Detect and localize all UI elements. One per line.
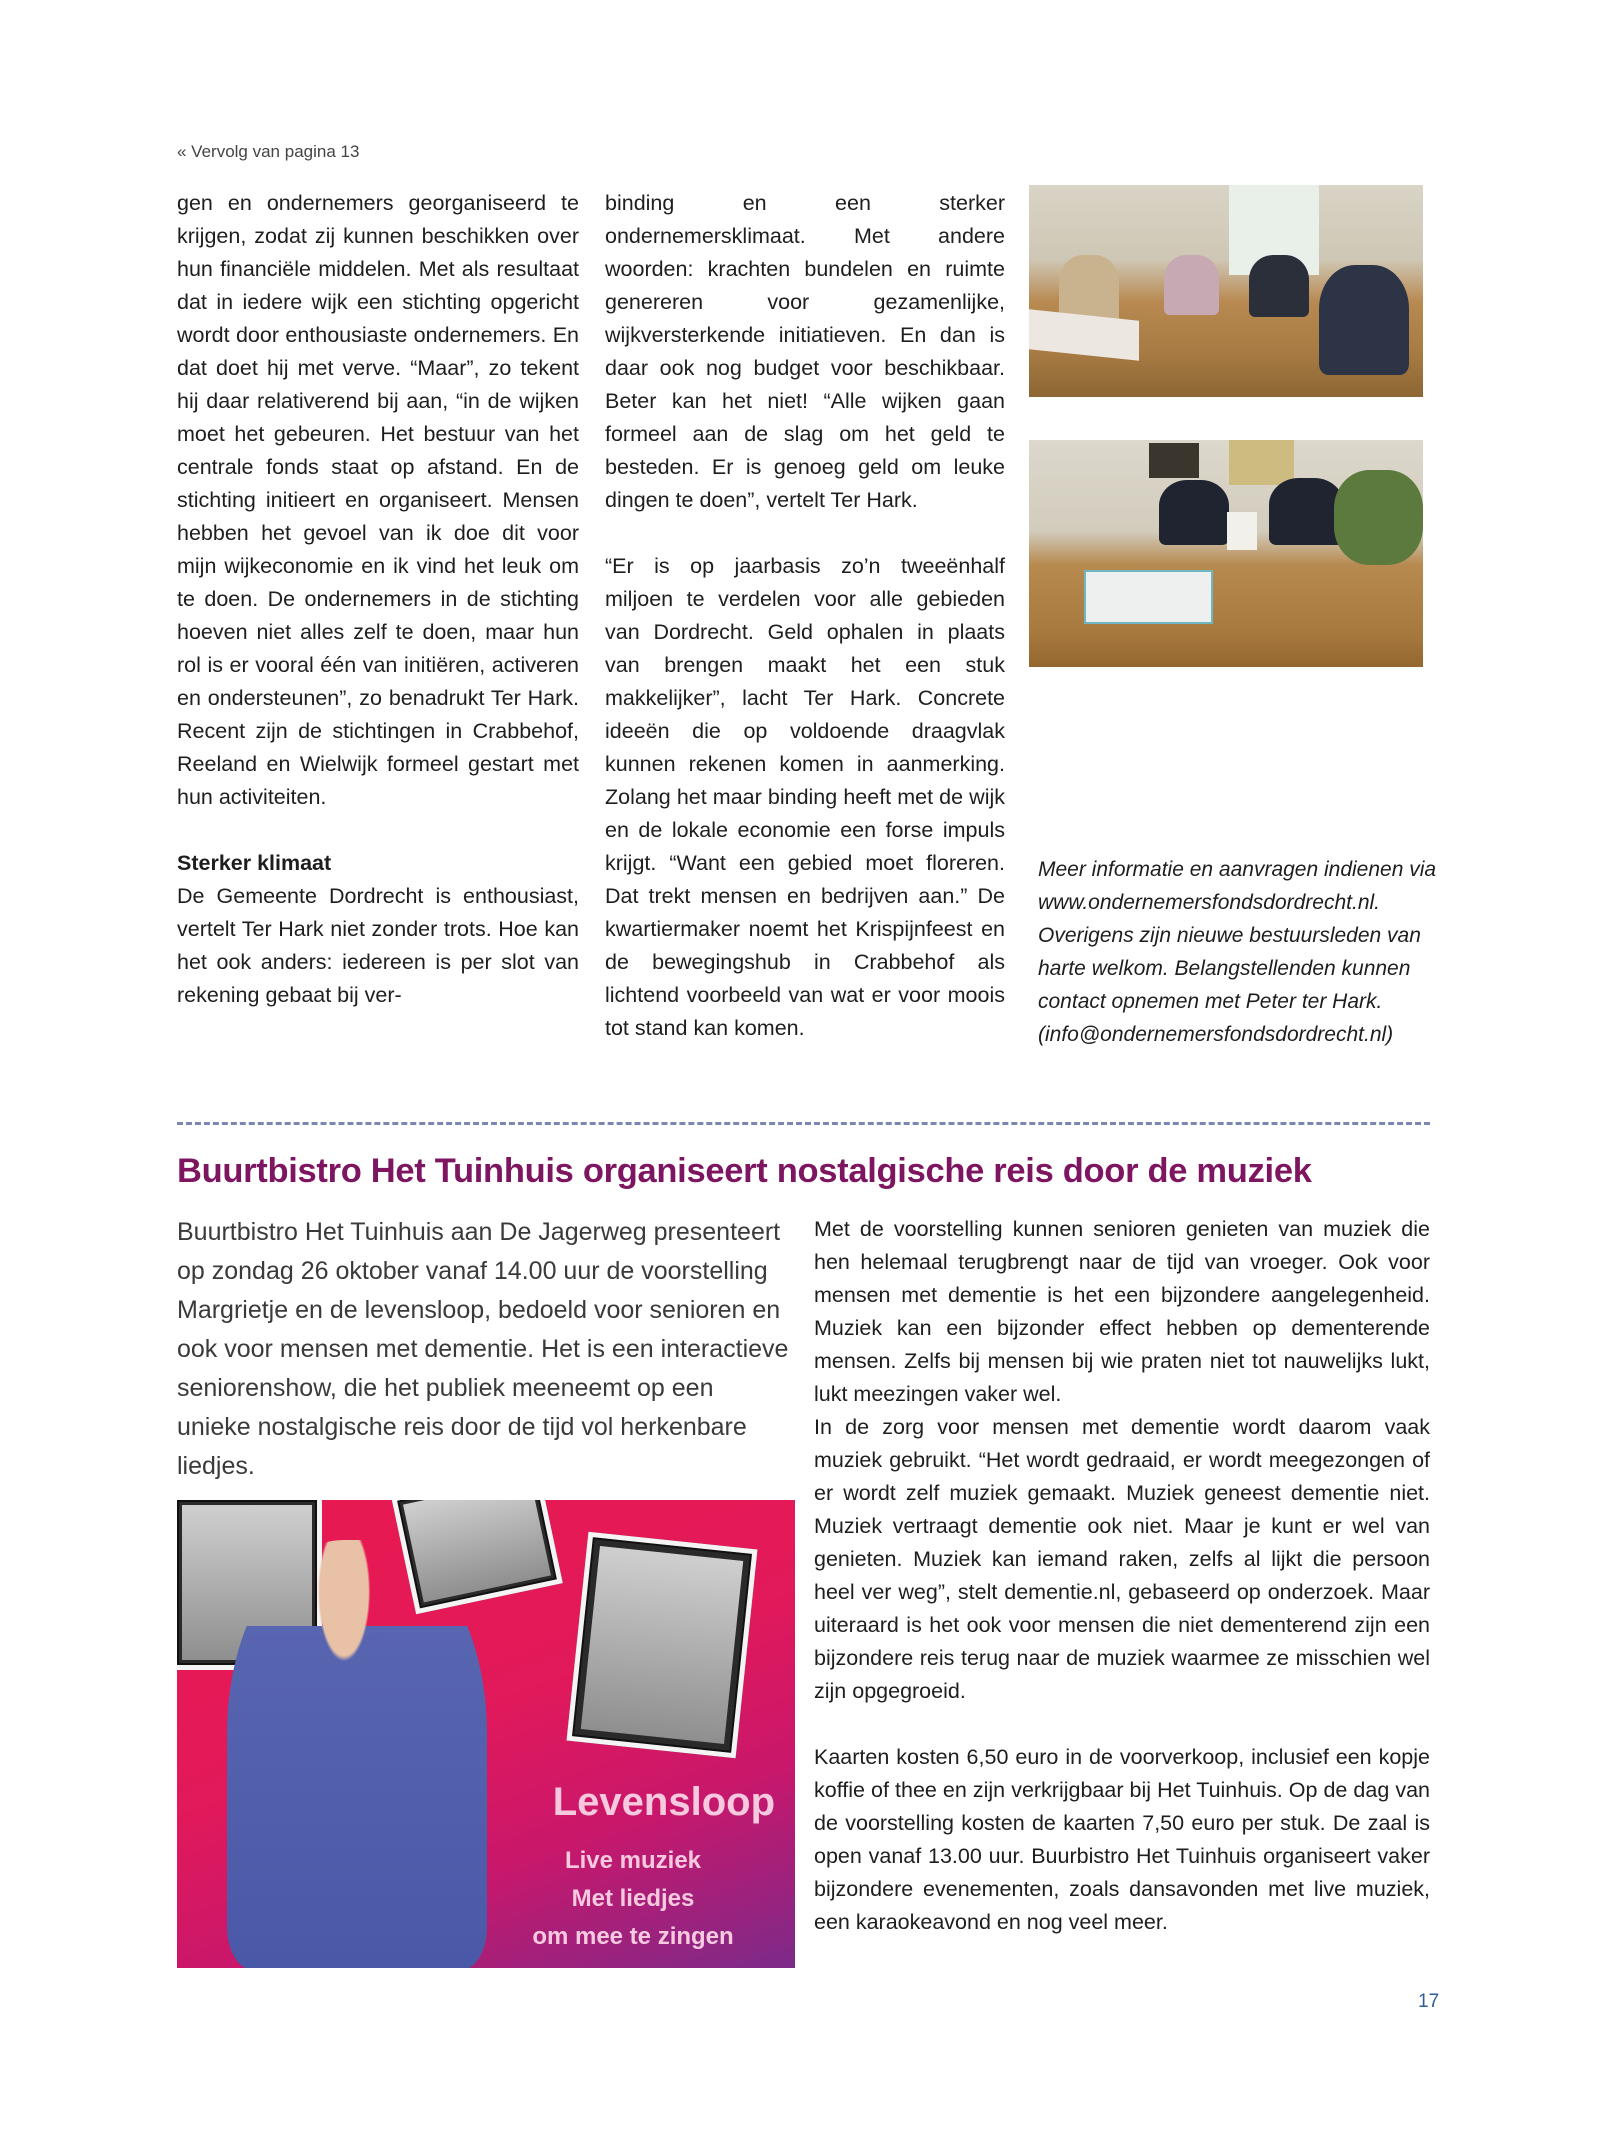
person-figure bbox=[1249, 255, 1309, 317]
person-figure bbox=[1319, 265, 1409, 375]
person-figure bbox=[1164, 255, 1219, 315]
article1-paragraph: binding en een sterker ondernemersklimaat. Met andere woorden: krachten bundelen en ruimte genereren voor gezamenlijke, wijkversterkende initiatieven. En dan is daar ook nog budget voor beschikbaar. Beter kan het niet! “Alle wijken gaan formeel aan de slag om het geld te besteden. Er is genoeg geld om leuke dingen te doen”, vertelt Ter Hark. bbox=[605, 191, 1005, 512]
article1-paragraph: “Er is op jaarbasis zo’n tweeënhalf miljoen te verdelen voor alle gebieden van Dordrecht. Geld ophalen in plaats van brengen maakt het een stuk makkelijker”, lacht Ter Hark. Concrete ideeën die op voldoende draagvlak kunnen rekenen komen in aanmerking. Zolang het maar binding heeft met de wijk en de lokale economie een forse impuls krijgt. “Want een gebied moet floreren. Dat trekt mensen en bedrijven aan.” De kwartiermaker noemt het Krispijnfeest en de bewegingshub in Crabbehof als lichtend voorbeeld van wat er voor moois tot stand kan komen. bbox=[605, 554, 1005, 1040]
document-shape bbox=[1227, 512, 1257, 550]
article1-subheading: Sterker klimaat bbox=[177, 851, 332, 875]
article1-paragraph: De Gemeente Dordrecht is enthousiast, vertelt Ter Hark niet zonder trots. Hoe kan het ook anders: iedereen is per slot van rekening gebaat bij ver- bbox=[177, 884, 579, 1007]
plant-shape bbox=[1334, 470, 1423, 565]
article1-paragraph: gen en ondernemers georganiseerd te krijgen, zodat zij kunnen beschikken over hun financiële middelen. Met als resultaat dat in iedere wijk een stichting opgericht wordt door enthousiaste ondernemers. En dat doet hij met verve. “Maar”, zo tekent hij daar relativerend bij aan, “in de wijken moet het gebeuren. Het bestuur van het centrale fonds staat op afstand. En de stichting initieert en organiseert. Mensen hebben het gevoel van ik doe dit voor mijn wijkeconomie en ik vind het leuk om te doen. De ondernemers in de stichting hoeven niet alles zelf te doen, maar hun rol is er vooral één van initiëren, activeren en ondersteunen”, zo benadrukt Ter Hark. Recent zijn de stichtingen in Crabbehof, Reeland en Wielwijk formeel gestart met hun activiteiten. bbox=[177, 191, 579, 809]
article2-paragraph: Kaarten kosten 6,50 euro in de voorverkoop, inclusief een kopje koffie of thee en zijn verkrijgbaar bij Het Tuinhuis. Op de dag van de voorstelling kosten de kaarten 7,50 euro per stuk. De zaal is open vanaf 13.00 uur. Buurbistro Het Tuinhuis organiseert vaker bijzondere evenementen, zoals dansavonden met live muziek, een karaokeavond en nog veel meer. bbox=[814, 1745, 1430, 1934]
painting-shape bbox=[1149, 443, 1199, 478]
article1-column2 bbox=[605, 187, 1005, 1045]
article2-headline: Buurtbistro Het Tuinhuis organiseert nostalgische reis door de muziek bbox=[177, 1152, 1312, 1190]
person-figure bbox=[1269, 478, 1344, 545]
meeting-photo-signing bbox=[1029, 440, 1423, 667]
article2-intro-text: Buurtbistro Het Tuinhuis aan De Jagerweg presenteert op zondag 26 oktober vanaf 14.00 uur de voorstelling Margrietje en de levensloop, bedoeld voor senioren en ook voor mensen met dementie. Het is een interactieve seniorenshow, die het publiek meeneemt op een unieke nostalgische reis door de tijd vol herkenbare liedjes. bbox=[177, 1218, 789, 1480]
levensloop-poster bbox=[177, 1500, 795, 1968]
section-divider bbox=[177, 1122, 1430, 1125]
poster-line: Met liedjes bbox=[571, 1885, 695, 1912]
performer-figure bbox=[227, 1540, 487, 1968]
article2-paragraph: In de zorg voor mensen met dementie wordt daarom vaak muziek gebruikt. “Het wordt gedraaid, er wordt meegezongen of er wordt zelf muziek gemaakt. Muziek geneest dementie niet. Muziek vertraagt dementie ook niet. Maar je kunt er wel van genieten. Muziek kan iemand raken, zelfs al lijkt die persoon heel ver weg”, stelt dementie.nl, gebaseerd op onderzoek. Maar uiteraard is het ook voor mensen die niet dementerend zijn een bijzondere reis terug naar de muziek waarmee ze misschien wel zijn opgegroeid. bbox=[814, 1415, 1430, 1703]
person-figure bbox=[1159, 480, 1229, 545]
article1-column1 bbox=[177, 187, 579, 1012]
painting-shape bbox=[1229, 440, 1294, 485]
continued-from-label: « Vervolg van pagina 13 bbox=[177, 142, 360, 161]
folder-shape bbox=[1084, 570, 1213, 624]
page-number: 17 bbox=[1418, 1991, 1440, 2012]
meeting-photo-round-table bbox=[1029, 185, 1423, 397]
photo-caption: Meer informatie en aanvragen indienen via www.ondernemersfondsdordrecht.nl. Overigens zijn nieuwe bestuursleden van harte welkom. Belangstellenden kunnen contact opnemen met Peter ter Hark. (info@ondernemersfondsdordrecht.nl) bbox=[1038, 858, 1437, 1046]
article2-intro bbox=[177, 1213, 792, 1486]
poster-title: Levensloop bbox=[552, 1780, 775, 1824]
photo-frame bbox=[566, 1532, 757, 1759]
article2-paragraph: Met de voorstelling kunnen senioren genieten van muziek die hen helemaal terugbrengt naar de tijd van vroeger. Ook voor mensen met dementie is het een bijzondere aangelegenheid. Muziek kan een bijzonder effect hebben op dementerende mensen. Zelfs bij mensen bij wie praten niet tot nauwelijks lukt, lukt meezingen vaker wel. bbox=[814, 1217, 1430, 1406]
papers-shape bbox=[1029, 309, 1139, 361]
poster-line: om mee te zingen bbox=[532, 1923, 734, 1950]
poster-subtitle bbox=[493, 1842, 773, 1956]
article2-body bbox=[814, 1213, 1430, 1939]
poster-line: Live muziek bbox=[564, 1847, 702, 1874]
